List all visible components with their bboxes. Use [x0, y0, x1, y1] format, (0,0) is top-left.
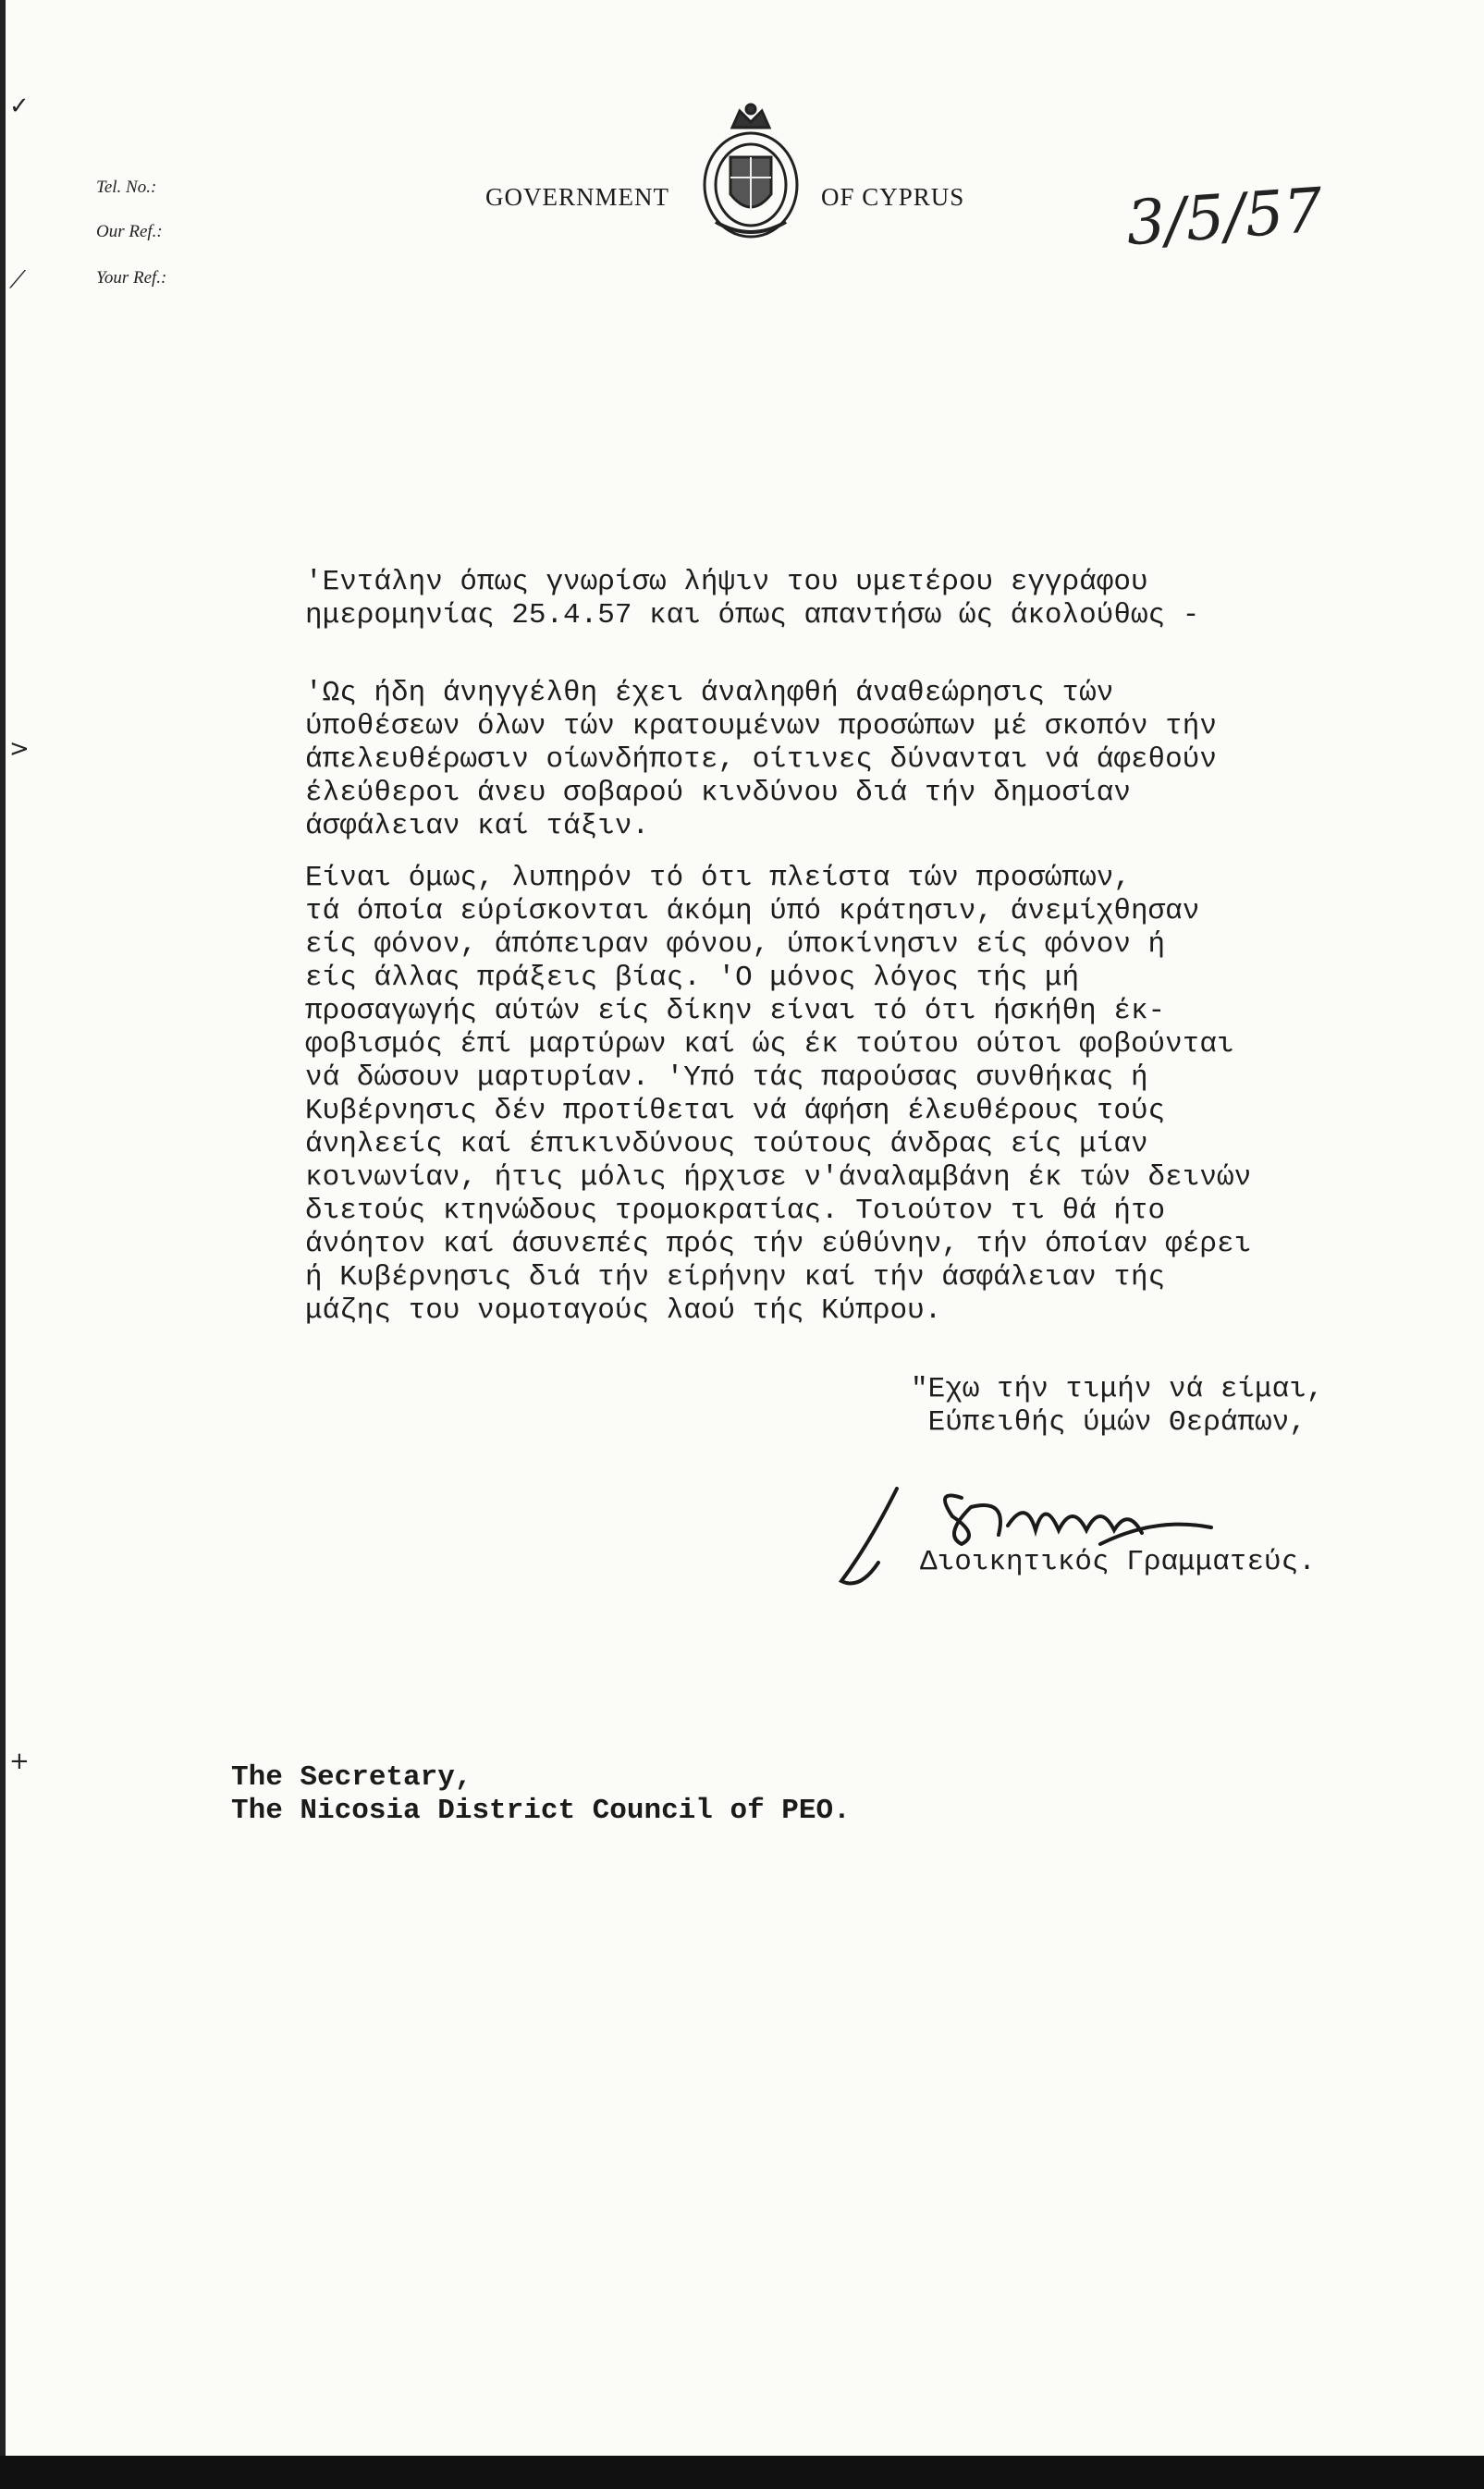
handwritten-signature — [823, 1461, 1341, 1609]
margin-mark: ⟋ — [9, 266, 27, 294]
scan-bottom-band — [0, 2456, 1484, 2489]
margin-mark: > — [9, 735, 30, 763]
paragraph-review: 'Ως ήδη άνηγγέλθη έχει άναληφθή άναθεώρησις τών ύποθέσεων όλων τών κρατουμένων προσώπων μέ σκοπόν τήν άπελευθέρωσιν οίωνδήποτε, οίτινες δύνανται νά άφεθούν έλεύθεροι άνευ σοβαρού κινδύνου διά τήν δημοσίαν άσφάλειαν καί τάξιν. — [305, 677, 1217, 842]
tel-no-label: Tel. No.: — [96, 178, 157, 197]
paragraph-main: Είναι όμως, λυπηρόν τό ότι πλείστα τών προσώπων, τά όποία εύρίσκονται άκόμη ύπό κράτησιν, άνεμίχθησαν είς φόνον, άπόπειραν φόνου, ύποκίνησιν είς φόνον ή είς άλλας πράξεις βίας. 'Ο μόνος λόγος τής μή προσαγωγής αύτών είς δίκην είναι τό ότι ήσκήθη έκ- φοβισμός έπί μαρτύρων καί ώς έκ τούτου ούτοι φοβούνται νά δώσουν μαρτυρίαν. 'Υπό τάς παρούσας συνθήκας ή Κυβέρνησις δέν προτίθεται νά άφήση έλευθέρους τούς άνηλεείς καί έπικινδύνους τούτους άνδρας είς μίαν κοινωνίαν, ήτις μόλις ήρχισε ν'άναλαμβάνη έκ τών δεινών διετούς κτηνώδους τρομοκρατίας. Τοιούτον τι θά ήτο άνόητον καί άσυνεπές πρός τήν εύθύνην, τήν όποίαν φέρει ή Κυβέρνησις διά τήν είρήνην καί τήν άσφάλειαν τής μάζης του νομοταγούς λαού τής Κύπρου. — [305, 862, 1252, 1327]
signatory-title: Διοικητικός Γραμματεύς. — [920, 1546, 1316, 1578]
scan-left-edge — [0, 0, 6, 2489]
margin-mark: + — [9, 1747, 30, 1775]
recipient-address: The Secretary, The Nicosia District Council of PEO. — [231, 1761, 851, 1827]
header-of-cyprus: OF CYPRUS — [821, 183, 965, 211]
royal-crest-icon — [695, 102, 806, 240]
paragraph-intro: 'Εντάλην όπως γνωρίσω λήψιν του υμετέρου εγγράφου ημερομηνίας 25.4.57 και όπως απαντήσω ώς άκολούθως - — [305, 566, 1200, 631]
header-government: GOVERNMENT — [485, 183, 669, 211]
closing-salutation: "Εχω τήν τιμήν νά είμαι, Εύπειθής ύμών Θεράπων, — [911, 1373, 1324, 1439]
our-ref-label: Our Ref.: — [96, 222, 163, 241]
handwritten-date: 3/5/57 — [1123, 174, 1325, 260]
your-ref-label: Your Ref.: — [96, 268, 167, 288]
margin-mark: ✓ — [9, 92, 30, 120]
